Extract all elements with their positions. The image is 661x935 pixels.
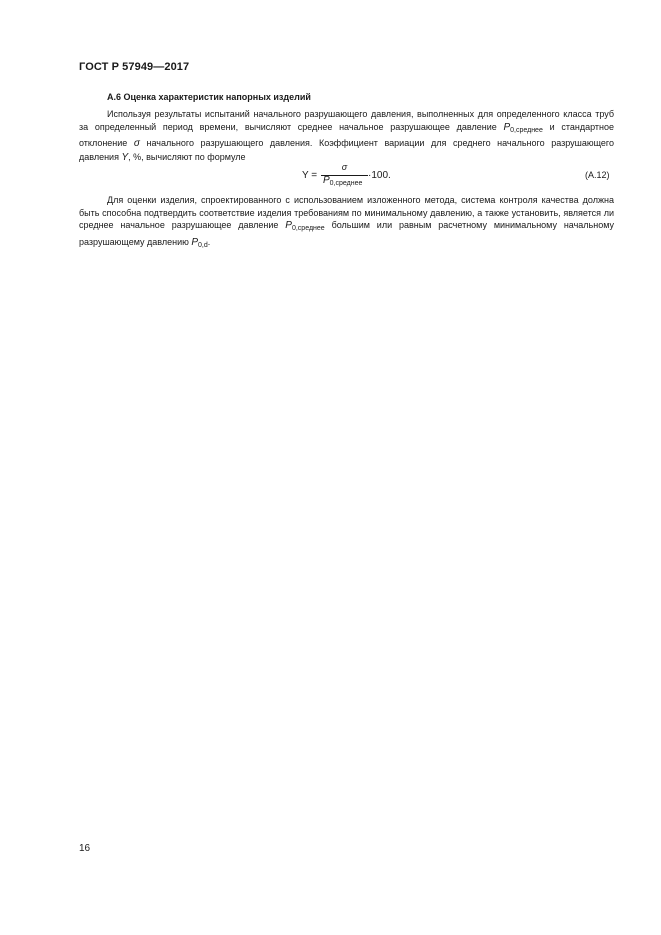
den-var-p: P (323, 175, 330, 186)
p1-var-p: P (503, 121, 511, 133)
p1-text-2: и стандартное отклонение (79, 121, 614, 148)
p2-text-3: . (207, 236, 211, 247)
p2-sub-mean: 0,среднее (291, 225, 325, 232)
p1-text-4: , %, вычисляют по формуле (128, 151, 246, 162)
section-title: А.6 Оценка характеристик напорных изделий (107, 92, 311, 102)
p2-sub-d: 0,d (198, 241, 208, 249)
p1-var-y: Y (121, 151, 129, 163)
page-number: 16 (79, 843, 91, 854)
p1-text-1: Используя результаты испытаний начального разрушающего давления, выполненных для определенного класса труб за определенный период времени, вычисляют среднее начальное разрушающее давление (79, 109, 614, 132)
p1-sub-mean: 0,среднее (510, 126, 543, 134)
paragraph-method (79, 108, 614, 164)
p2-text-1: Для оценки изделия, спроектированного с использованием изложенного метода, система контроля качества должна быть способна подтвердить соответствие изделия требованиям по минимальному давлению, а также установить, является ли среднее начальное разрушающее давление (79, 195, 614, 230)
formula-denominator (323, 175, 362, 187)
p2-var-p: P (285, 220, 292, 231)
equation-number: (А.12) (585, 170, 610, 180)
formula-lhs: Y = (302, 170, 318, 181)
p2-var-pd: P (191, 236, 199, 248)
den-sub-mean: 0,среднее (329, 180, 363, 187)
p1-var-sigma: σ (133, 138, 140, 149)
p1-text-3: начального разрушающего давления. Коэффициент вариации для среднего начального разрушающего давления (79, 138, 615, 162)
paragraph-quality-control (79, 194, 614, 252)
p2-text-2: большим или равным расчетному минимальному начальному разрушающему давлению (79, 220, 615, 247)
formula-numerator: σ (341, 162, 348, 172)
formula-tail: ·100. (368, 170, 391, 181)
document-header: ГОСТ Р 57949—2017 (79, 61, 190, 73)
